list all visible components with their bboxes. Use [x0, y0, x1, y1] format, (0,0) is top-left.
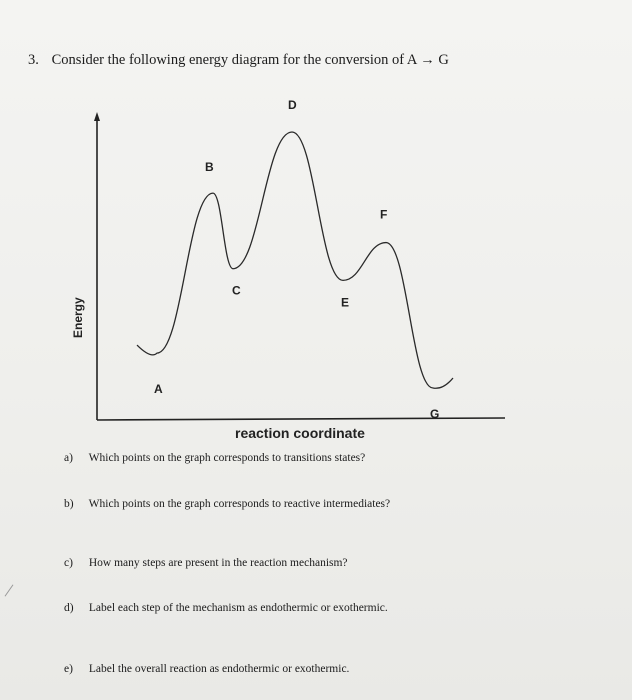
axes [94, 112, 505, 420]
subquestion-e [64, 663, 349, 675]
point-label-c: C [232, 283, 241, 298]
subquestion-letter: e) [64, 663, 73, 675]
subquestion-text: Label the overall reaction as endothermic or exothermic. [88, 663, 350, 675]
subquestion-text: How many steps are present in the reaction mechanism? [88, 557, 348, 569]
subquestion-text: Label each step of the mechanism as endothermic or exothermic. [88, 602, 388, 614]
subquestion-a [64, 452, 365, 464]
subquestion-letter: d) [64, 602, 74, 614]
point-label-f: F [380, 207, 388, 222]
point-label-b: B [205, 160, 214, 175]
subquestion-b [64, 498, 390, 510]
subquestion-letter: b) [64, 498, 74, 510]
x-axis-label: reaction coordinate [235, 425, 365, 441]
subquestion-d [64, 602, 388, 614]
x-axis [97, 418, 505, 420]
subquestion-letter: a) [64, 452, 73, 464]
y-axis-arrowhead [94, 112, 100, 121]
subquestion-text: Which points on the graph corresponds to reactive intermediates? [88, 498, 391, 510]
subquestion-text: Which points on the graph corresponds to transitions states? [88, 452, 366, 464]
point-label-a: A [154, 382, 163, 397]
subquestion-letter: c) [64, 557, 73, 569]
subquestion-c [64, 557, 348, 569]
energy-curve [137, 132, 453, 388]
y-axis-label: Energy [71, 297, 85, 338]
point-label-e: E [341, 295, 350, 310]
question-number: 3. [28, 52, 39, 68]
point-label-d: D [288, 98, 297, 112]
question-text: Consider the following energy diagram for the conversion of A → G [51, 52, 449, 68]
point-label-g: G [430, 407, 440, 421]
point-labels [154, 98, 439, 421]
